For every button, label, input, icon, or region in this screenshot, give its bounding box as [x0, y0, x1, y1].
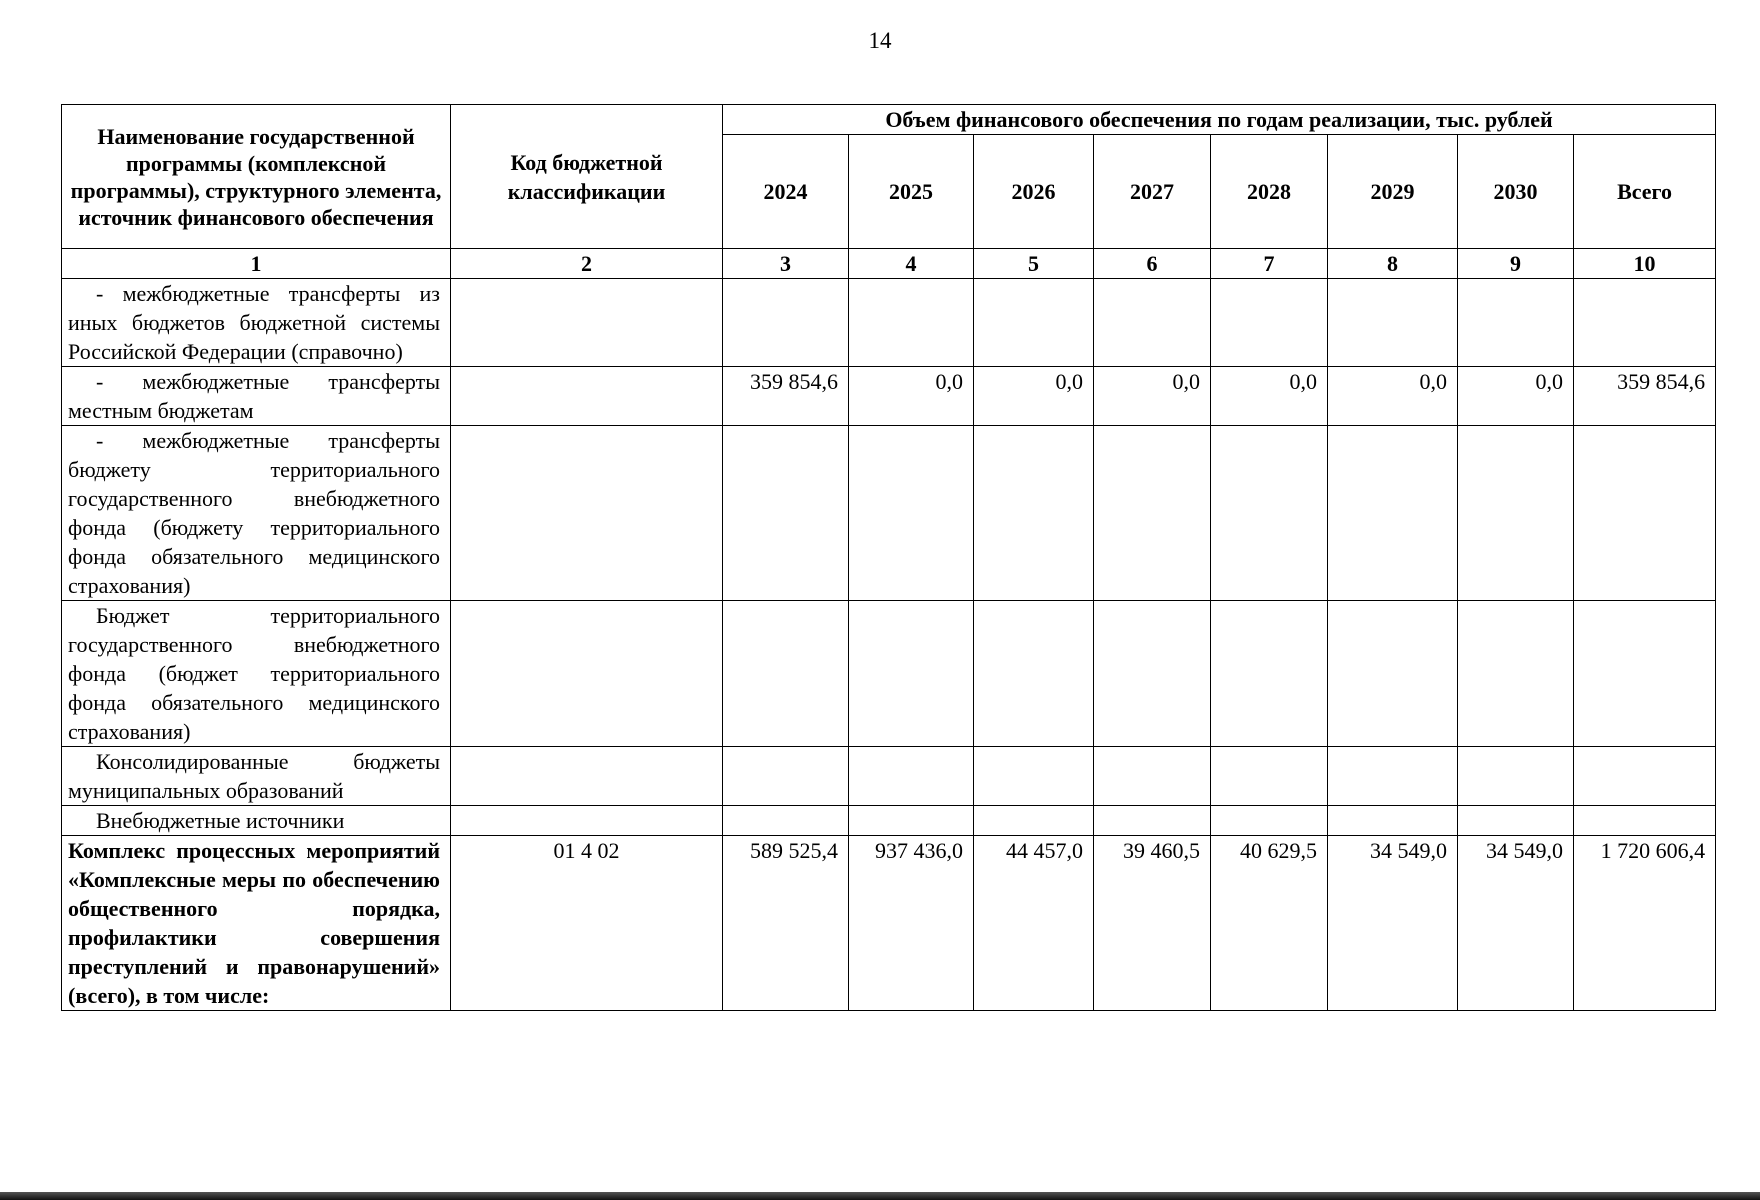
table-row: [62, 747, 1716, 806]
scan-edge-divider: [0, 1192, 1760, 1200]
value-2028: 0,0: [1211, 367, 1328, 426]
value-2027: 0,0: [1094, 367, 1211, 426]
value-2028: [1211, 747, 1328, 806]
value-2028: [1211, 601, 1328, 747]
value-2027: [1094, 279, 1211, 367]
value-total: [1574, 747, 1716, 806]
value-2030: [1458, 806, 1574, 836]
header-name-column: Наименование государственной программы (комплексной программы), структурного элемента, источник финансового обеспечения: [62, 105, 451, 249]
header-year-2028: 2028: [1211, 135, 1328, 249]
header-year-2027: 2027: [1094, 135, 1211, 249]
value-2029: [1328, 426, 1458, 601]
header-volume-group: Объем финансового обеспечения по годам реализации, тыс. рублей: [723, 105, 1716, 135]
column-number: 9: [1458, 249, 1574, 279]
value-2030: [1458, 601, 1574, 747]
value-2026: 0,0: [974, 367, 1094, 426]
column-number: 7: [1211, 249, 1328, 279]
value-2029: [1328, 747, 1458, 806]
value-2024: [723, 279, 849, 367]
table-row: [62, 367, 1716, 426]
financing-table: [61, 104, 1716, 1011]
value-2030: [1458, 426, 1574, 601]
header-year-2026: 2026: [974, 135, 1094, 249]
table-row: [62, 426, 1716, 601]
value-total: [1574, 601, 1716, 747]
header-year-2024: 2024: [723, 135, 849, 249]
value-2024: [723, 601, 849, 747]
row-code: [451, 367, 723, 426]
column-number: 1: [62, 249, 451, 279]
value-2029: [1328, 806, 1458, 836]
value-2026: [974, 279, 1094, 367]
value-total: [1574, 426, 1716, 601]
value-2029: [1328, 601, 1458, 747]
column-number: 4: [849, 249, 974, 279]
header-code-column: Код бюджетной классификации: [451, 105, 723, 249]
row-source-name: - межбюджетные трансферты из иных бюджетов бюджетной системы Российской Федерации (справочно): [62, 279, 451, 367]
value-2027: [1094, 806, 1211, 836]
value-2027: [1094, 601, 1211, 747]
row-source-name: - межбюджетные трансферты местным бюджетам: [62, 367, 451, 426]
value-2024: 359 854,6: [723, 367, 849, 426]
value-2025: [849, 747, 974, 806]
value-2027: 39 460,5: [1094, 836, 1211, 1011]
value-2025: [849, 279, 974, 367]
column-number: 10: [1574, 249, 1716, 279]
value-2025: 0,0: [849, 367, 974, 426]
row-program-name: Комплекс процессных мероприятий «Комплексные меры по обеспечению общественного порядка, профилактики совершения преступлений и правонарушений» (всего), в том числе:: [62, 836, 451, 1011]
value-2030: [1458, 747, 1574, 806]
column-number: 3: [723, 249, 849, 279]
value-2025: 937 436,0: [849, 836, 974, 1011]
value-2029: [1328, 279, 1458, 367]
value-2028: 40 629,5: [1211, 836, 1328, 1011]
header-year-2029: 2029: [1328, 135, 1458, 249]
value-2026: [974, 601, 1094, 747]
column-number: 8: [1328, 249, 1458, 279]
value-2024: 589 525,4: [723, 836, 849, 1011]
value-total: 359 854,6: [1574, 367, 1716, 426]
row-source-name: Консолидированные бюджеты муниципальных образований: [62, 747, 451, 806]
table-row: [62, 279, 1716, 367]
value-2028: [1211, 279, 1328, 367]
row-code: 01 4 02: [451, 836, 723, 1011]
column-number: 2: [451, 249, 723, 279]
value-total: 1 720 606,4: [1574, 836, 1716, 1011]
row-source-name: - межбюджетные трансферты бюджету территориального государственного внебюджетного фонда (бюджету территориального фонда обязательного медицинского страхования): [62, 426, 451, 601]
row-code: [451, 601, 723, 747]
value-2027: [1094, 426, 1211, 601]
value-2024: [723, 806, 849, 836]
value-2025: [849, 601, 974, 747]
row-source-name: Бюджет территориального государственного внебюджетного фонда (бюджет территориального фонда обязательного медицинского страхования): [62, 601, 451, 747]
table-row: [62, 601, 1716, 747]
row-code: [451, 426, 723, 601]
page-number: 14: [868, 28, 892, 53]
value-2028: [1211, 426, 1328, 601]
header-year-2030: 2030: [1458, 135, 1574, 249]
value-2024: [723, 747, 849, 806]
value-2026: [974, 806, 1094, 836]
value-2026: [974, 426, 1094, 601]
row-code: [451, 747, 723, 806]
table-row: [62, 806, 1716, 836]
table-row: [62, 836, 1716, 1011]
header-total: Всего: [1574, 135, 1716, 249]
value-2027: [1094, 747, 1211, 806]
value-total: [1574, 279, 1716, 367]
value-2030: [1458, 279, 1574, 367]
value-total: [1574, 806, 1716, 836]
header-year-2025: 2025: [849, 135, 974, 249]
value-2029: 0,0: [1328, 367, 1458, 426]
value-2024: [723, 426, 849, 601]
column-number: 6: [1094, 249, 1211, 279]
row-source-name: Внебюджетные источники: [62, 806, 451, 836]
value-2026: [974, 747, 1094, 806]
value-2026: 44 457,0: [974, 836, 1094, 1011]
value-2025: [849, 426, 974, 601]
value-2029: 34 549,0: [1328, 836, 1458, 1011]
row-code: [451, 279, 723, 367]
table-body: [62, 279, 1716, 1011]
value-2025: [849, 806, 974, 836]
column-number: 5: [974, 249, 1094, 279]
value-2028: [1211, 806, 1328, 836]
value-2030: 34 549,0: [1458, 836, 1574, 1011]
value-2030: 0,0: [1458, 367, 1574, 426]
row-code: [451, 806, 723, 836]
